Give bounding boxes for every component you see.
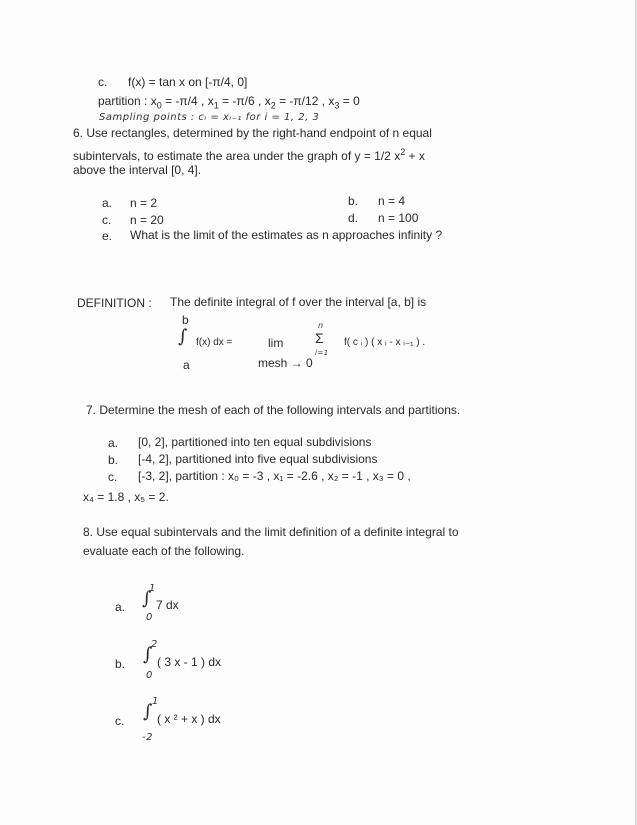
problem-6b-text: n = 4: [378, 194, 406, 208]
sum-lower: i=1: [315, 349, 329, 357]
problem-7c-continuation: x₄ = 1.8 , x₅ = 2.: [83, 490, 169, 504]
problem-7b-label: b.: [108, 453, 119, 467]
problem-6a-label: a.: [102, 196, 113, 210]
definition-lim: lim: [268, 336, 284, 350]
problem-8b-integrand: ( 3 x - 1 ) dx: [157, 655, 222, 669]
definition-heading: DEFINITION :: [77, 296, 152, 310]
problem-6c-label: c.: [102, 213, 112, 227]
sum-sign: Σ: [315, 330, 324, 346]
integral-sign: ∫: [142, 588, 152, 609]
problem-6-line3: above the interval [0, 4].: [73, 163, 202, 177]
definition-integrand: f(x) dx =: [196, 337, 233, 348]
problem-6d-text: n = 100: [378, 211, 419, 225]
problem-7c-label: c.: [108, 470, 118, 484]
problem-8c-integrand: ( x ² + x ) dx: [157, 712, 221, 726]
problem-8c-label: c.: [115, 714, 125, 728]
definition-upper-bound: b: [182, 313, 189, 327]
problem-7a-label: a.: [108, 436, 119, 450]
problem-8c-lower: -2: [142, 732, 153, 743]
definition-summand: f( c ᵢ ) ( x ᵢ - x ᵢ₋₁ ) .: [344, 337, 426, 348]
problem-8a-lower: 0: [146, 612, 153, 623]
problem-6b-label: b.: [348, 194, 359, 208]
problem-5c-sampling-handwritten: Sampling points : cᵢ = xᵢ₋₁ for i = 1, 2, 3: [99, 112, 320, 123]
problem-6-line1: 6. Use rectangles, determined by the right-hand endpoint of n equal: [73, 126, 432, 140]
problem-8c-upper: 1: [152, 696, 159, 707]
definition-lower-bound: a: [183, 358, 190, 372]
problem-6d-label: d.: [348, 211, 359, 225]
integral-sign: ∫: [143, 701, 153, 722]
problem-7-line1: 7. Determine the mesh of each of the following intervals and partitions.: [86, 403, 461, 417]
sum-upper: n: [318, 321, 324, 330]
problem-8a-upper: 1: [149, 583, 156, 594]
problem-8-line1: 8. Use equal subintervals and the limit definition of a definite integral to: [83, 525, 459, 539]
problem-6c-text: n = 20: [130, 213, 164, 227]
problem-8a-integrand: 7 dx: [156, 598, 179, 612]
problem-7c-text: [-3, 2], partition : x₀ = -3 , x₁ = -2.6 , x₂ = -1 , x₃ = 0 ,: [138, 469, 411, 483]
problem-6e-label: e.: [102, 229, 113, 243]
problem-8b-label: b.: [115, 657, 126, 671]
problem-6a-text: n = 2: [130, 196, 158, 210]
problem-5c-partition: partition : $x_0 = -\pi/4$ , $x_1 = -\pi/6$ , $x_2 = -\pi/12$ , $x_3 = 0$: [98, 94, 360, 111]
problem-6e-text: What is the limit of the estimates as n approaches infinity ?: [130, 228, 443, 242]
problem-5c-function: f(x) = tan x on [-π/4, 0]: [128, 75, 248, 89]
problem-6-line2: subintervals, to estimate the area under the graph of y = 1/2 $x^2 + x$: [73, 147, 425, 163]
problem-7a-text: [0, 2], partitioned into ten equal subdivisions: [138, 435, 372, 449]
integral-sign: ∫: [178, 326, 188, 347]
definition-text: The definite integral of f over the interval [a, b] is: [170, 295, 427, 309]
problem-8b-lower: 0: [146, 670, 153, 681]
problem-7b-text: [-4, 2], partitioned into five equal subdivisions: [138, 452, 378, 466]
problem-8b-upper: 2: [151, 639, 158, 650]
problem-5c-label: c.: [98, 75, 108, 89]
definition-mesh: mesh → 0: [258, 356, 313, 370]
problem-8a-label: a.: [115, 600, 126, 614]
problem-8-line2: evaluate each of the following.: [83, 544, 245, 558]
integral-sign: ∫: [143, 644, 153, 665]
